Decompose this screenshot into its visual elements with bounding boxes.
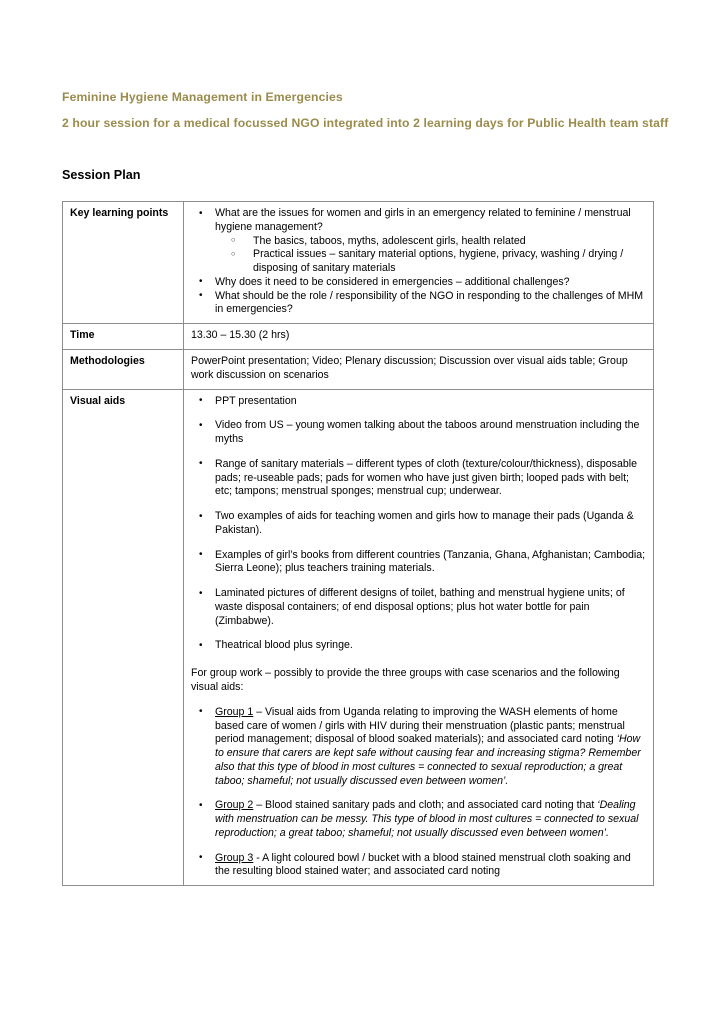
key-learning-bullet-list	[191, 207, 646, 317]
visual-aids-bullet-list	[191, 395, 646, 654]
group-3-label: Group 3	[215, 851, 254, 864]
list-item: • Examples of girl’s books from different countries (Tanzania, Ghana, Afghanistan; Cambodia; Sierra Leone); plus teachers training materials.	[215, 549, 646, 577]
list-item	[215, 207, 646, 276]
table-row-key-learning-points	[63, 202, 654, 324]
row-content-visual-aids	[184, 389, 654, 886]
group-work-bullet-list	[191, 706, 646, 879]
group-1-quote: ‘How to ensure that carers are kept safe without causing fear and increasing stigma? Remember also that this type of blood in most cultures = connected to sexual reproduction; a great taboo; shameful; not usually discussed even between women’.	[215, 733, 641, 787]
list-item	[215, 852, 646, 880]
group-2-body: – Blood stained sanitary pads and cloth; and associated card noting that	[253, 799, 598, 812]
list-item: • Video from US – young women talking about the taboos around menstruation including the myths	[215, 419, 646, 447]
group-2-quote: ‘Dealing with menstruation can be messy. This type of blood in most cultures = connected to sexual reproduction; a great taboo; shameful; not usually discussed even between women’.	[215, 799, 639, 839]
paragraph-spacer	[191, 653, 646, 667]
bullet-text: What are the issues for women and girls in an emergency related to feminine / menstrual hygiene management?	[215, 207, 631, 233]
row-content-methodologies: PowerPoint presentation; Video; Plenary discussion; Discussion over visual aids table; Group work discussion on scenarios	[184, 349, 654, 389]
list-item: ○ The basics, taboos, myths, adolescent girls, health related	[253, 235, 646, 249]
row-content-time: 13.30 – 15.30 (2 hrs)	[184, 324, 654, 350]
list-item: ○ Practical issues – sanitary material options, hygiene, privacy, washing / drying / disposing of sanitary materials	[253, 248, 646, 276]
list-item	[215, 799, 646, 840]
table-row-visual-aids	[63, 389, 654, 886]
group-2-label: Group 2	[215, 799, 254, 812]
row-label-key-learning-points: Key learning points	[63, 202, 184, 324]
list-item: • Range of sanitary materials – different types of cloth (texture/colour/thickness), disposable pads; re-useable pads; pads for women who have just given birth; looped pads with belt; etc; tampons; menstrual sponges; menstrual cup; underwear.	[215, 458, 646, 499]
list-item: • Two examples of aids for teaching women and girls how to manage their pads (Uganda & Pakistan).	[215, 510, 646, 538]
list-item: • Theatrical blood plus syringe.	[215, 639, 646, 653]
key-learning-sub-list	[215, 235, 646, 276]
document-subtitle: 2 hour session for a medical focussed NGO integrated into 2 learning days for Public Health team staff	[62, 115, 669, 130]
row-label-time: Time	[63, 324, 184, 350]
table-row-time	[63, 324, 654, 350]
row-content-key-learning-points	[184, 202, 654, 324]
list-item: • What should be the role / responsibility of the NGO in responding to the challenges of MHM in emergencies?	[215, 290, 646, 318]
list-item	[215, 706, 646, 789]
group-work-intro-text: For group work – possibly to provide the three groups with case scenarios and the following visual aids:	[191, 667, 620, 693]
group-1-label: Group 1	[215, 705, 254, 718]
row-label-methodologies: Methodologies	[63, 349, 184, 389]
document-title: Feminine Hygiene Management in Emergencies	[62, 90, 343, 104]
session-plan-table	[62, 201, 654, 886]
group-3-body: - A light coloured bowl / bucket with a blood stained menstrual cloth soaking and the resulting blood stained water; and associated card noting	[215, 851, 631, 878]
section-heading-session-plan: Session Plan	[62, 168, 141, 183]
list-item: • PPT presentation	[215, 395, 646, 409]
table-row-methodologies	[63, 349, 654, 389]
row-label-visual-aids: Visual aids	[63, 389, 184, 886]
group-1-body: – Visual aids from Uganda relating to improving the WASH elements of home based care of women / girls with HIV during their menstruation (plastic pants; menstrual period management; disposal of blood soaked materials); and associated card noting	[215, 705, 625, 746]
list-item: • Why does it need to be considered in emergencies – additional challenges?	[215, 276, 646, 290]
list-item: • Laminated pictures of different designs of toilet, bathing and menstrual hygiene units; of waste disposal containers; of end disposal options; plus hot water bottle for pain (Zimbabwe).	[215, 587, 646, 628]
